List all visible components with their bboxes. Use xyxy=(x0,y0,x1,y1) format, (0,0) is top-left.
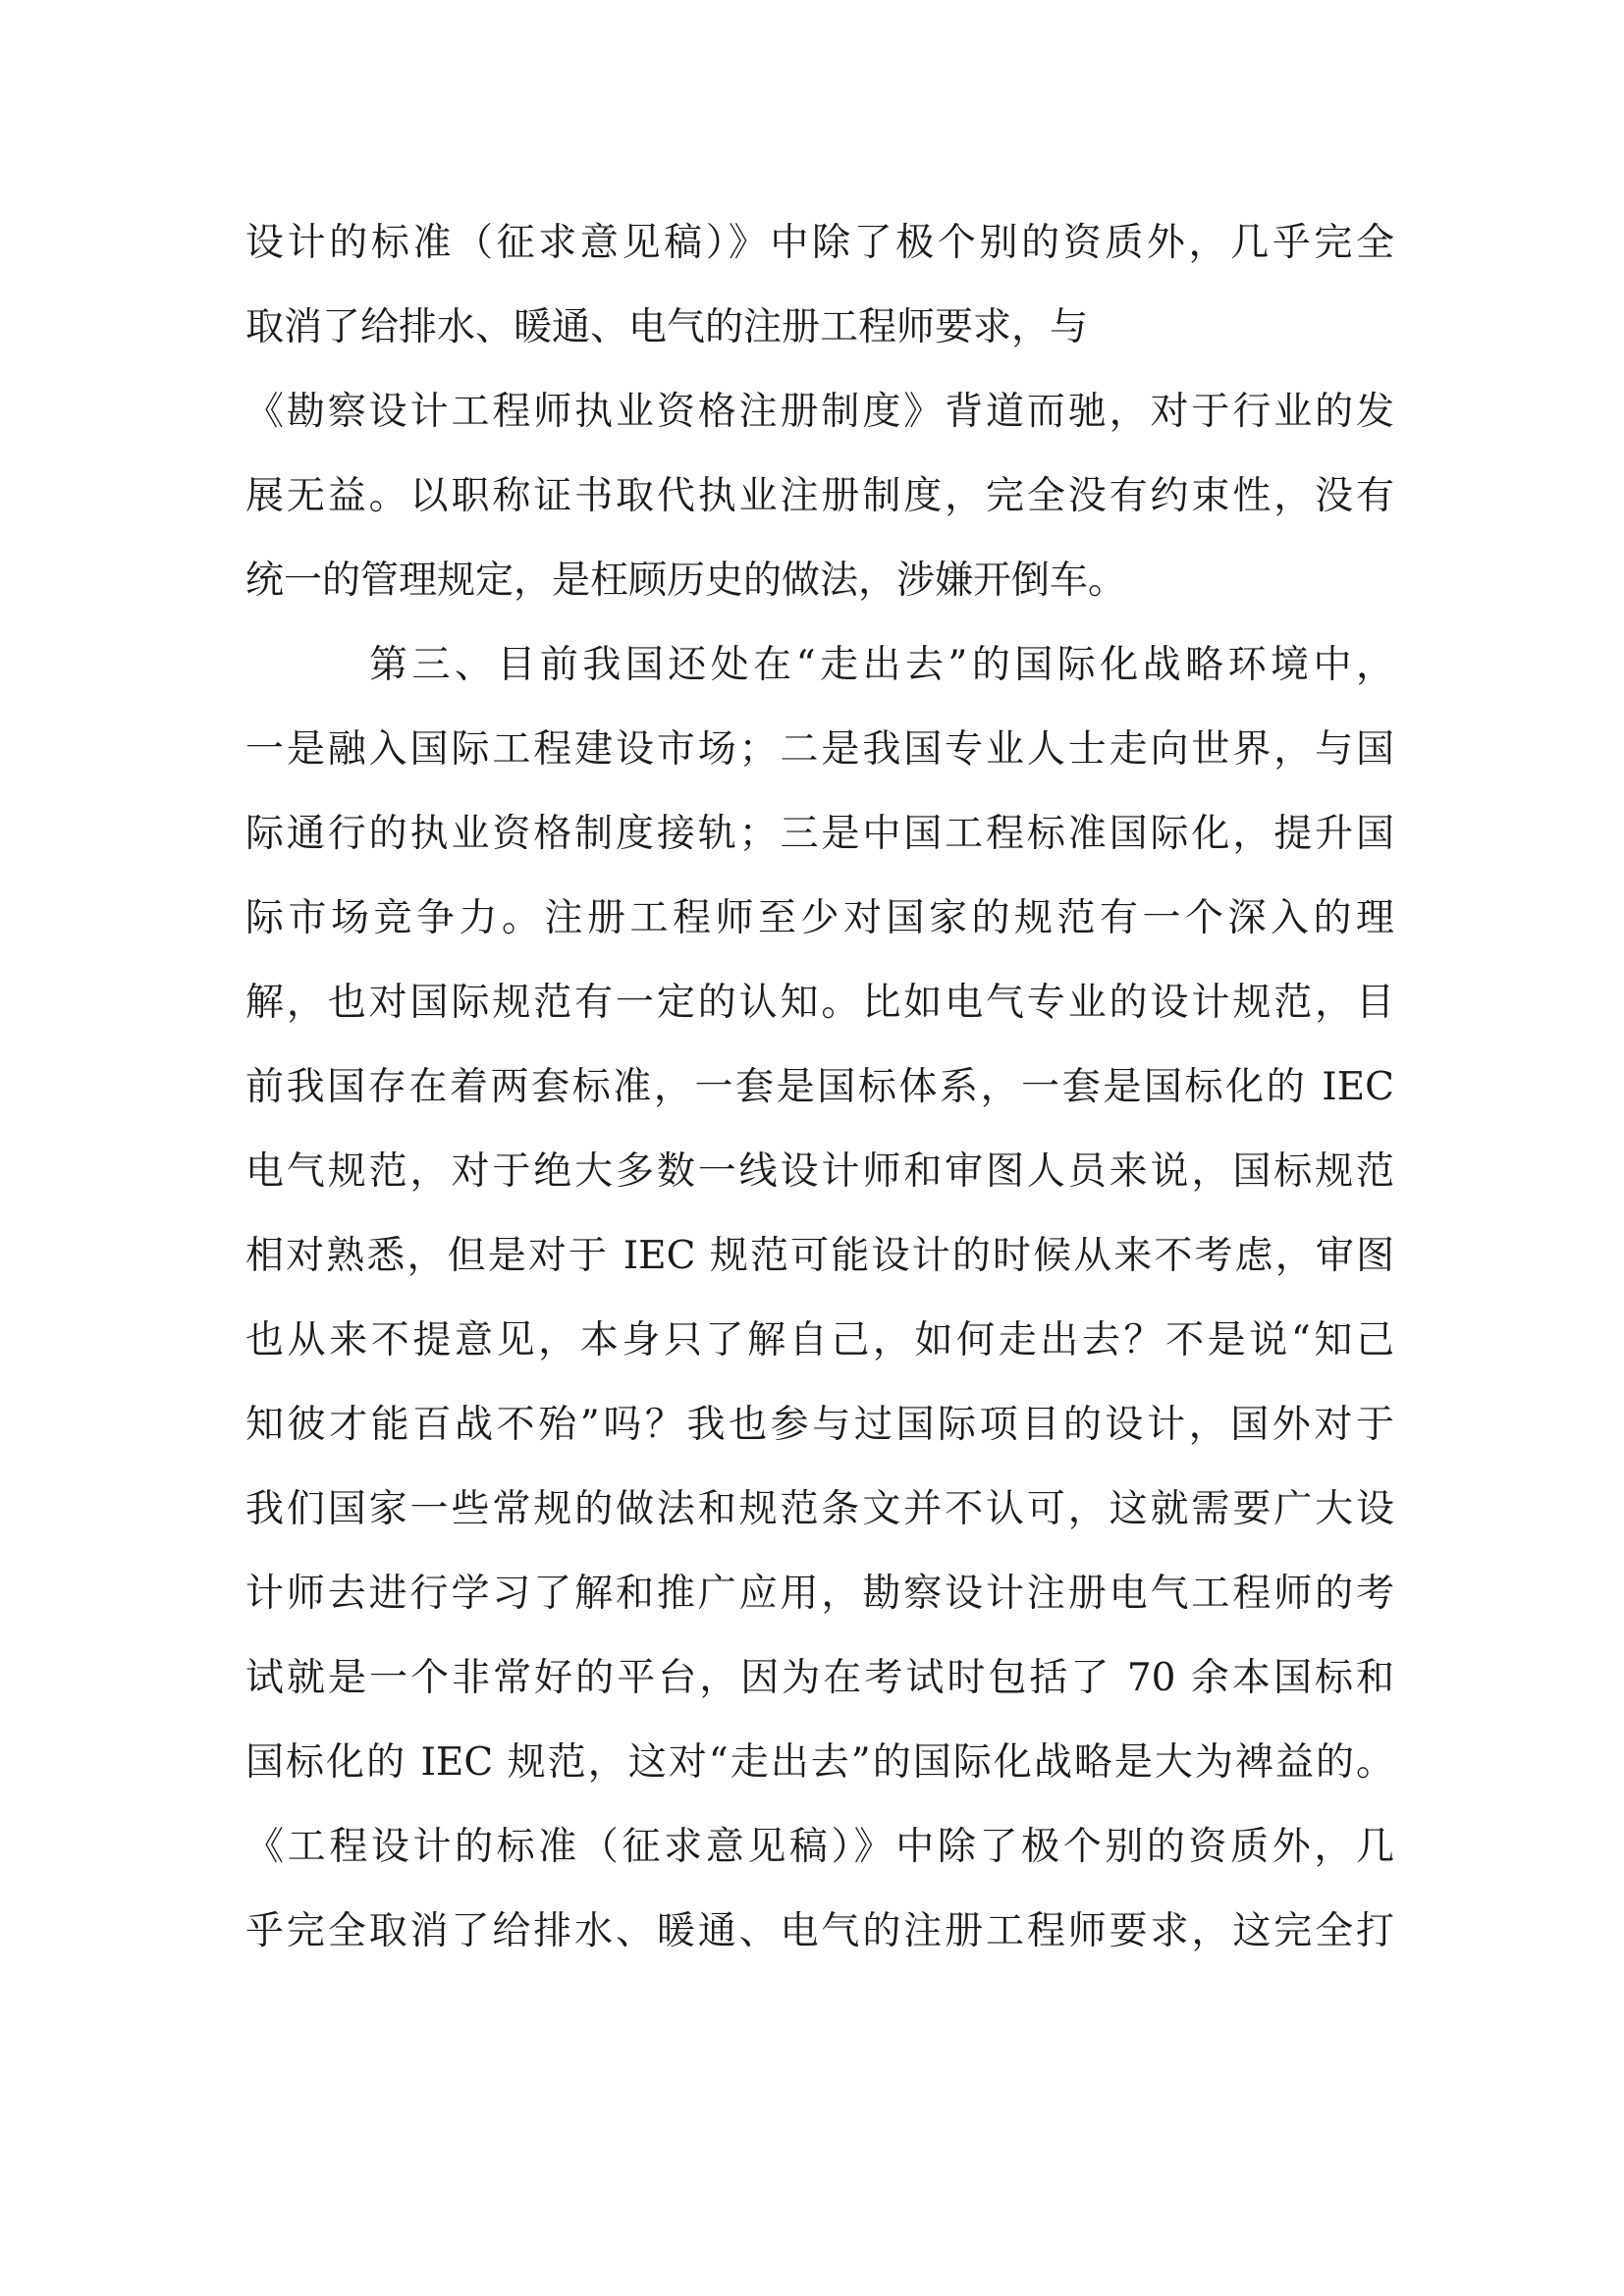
text-line: 试就是一个非常好的平台，因为在考试时包括了 70 余本国标和 xyxy=(245,1656,1394,1700)
text-line: 国标化的 IEC 规范，这对“走出去”的国际化战略是大为裨益的。 xyxy=(245,1740,1394,1785)
text-line: 《勘察设计工程师执业资格注册制度》背道而驰，对于行业的发 xyxy=(245,390,1394,434)
text-line: 前我国存在着两套标准，一套是国标体系，一套是国标化的 IEC xyxy=(245,1065,1394,1109)
text-line: 计师去进行学习了解和推广应用，勘察设计注册电气工程师的考 xyxy=(245,1572,1394,1616)
body-text xyxy=(245,201,1394,1974)
text-line: 展无益。以职称证书取代执业注册制度，完全没有约束性，没有 xyxy=(245,474,1394,518)
text-line: 取消了给排水、暖通、电气的注册工程师要求，与 xyxy=(245,305,1089,349)
text-line: 际市场竞争力。注册工程师至少对国家的规范有一个深入的理 xyxy=(245,896,1394,940)
paragraph-first-line: 第三、目前我国还处在“走出去”的国际化战略环境中， xyxy=(369,643,1394,687)
text-line: 相对熟悉，但是对于 IEC 规范可能设计的时候从来不考虑，审图 xyxy=(245,1234,1394,1278)
text-line: 际通行的执业资格制度接轨；三是中国工程标准国际化，提升国 xyxy=(245,812,1394,856)
text-line: 乎完全取消了给排水、暖通、电气的注册工程师要求，这完全打 xyxy=(245,1909,1394,1953)
text-line: 知彼才能百战不殆”吗？我也参与过国际项目的设计，国外对于 xyxy=(245,1403,1394,1447)
text-line: 统一的管理规定，是枉顾历史的做法，涉嫌开倒车。 xyxy=(245,559,1127,603)
text-line: 设计的标准（征求意见稿）》中除了极个别的资质外，几乎完全 xyxy=(245,221,1394,265)
text-line: 我们国家一些常规的做法和规范条文并不认可，这就需要广大设 xyxy=(245,1487,1394,1531)
text-line: 也从来不提意见，本身只了解自己，如何走出去？不是说“知己 xyxy=(245,1318,1394,1362)
text-line: 一是融入国际工程建设市场；二是我国专业人士走向世界，与国 xyxy=(245,727,1394,772)
text-line: 电气规范，对于绝大多数一线设计师和审图人员来说，国标规范 xyxy=(245,1149,1394,1194)
text-line: 解，也对国际规范有一定的认知。比如电气专业的设计规范，目 xyxy=(245,981,1394,1025)
text-line: 《工程设计的标准（征求意见稿）》中除了极个别的资质外，几 xyxy=(245,1825,1394,1869)
